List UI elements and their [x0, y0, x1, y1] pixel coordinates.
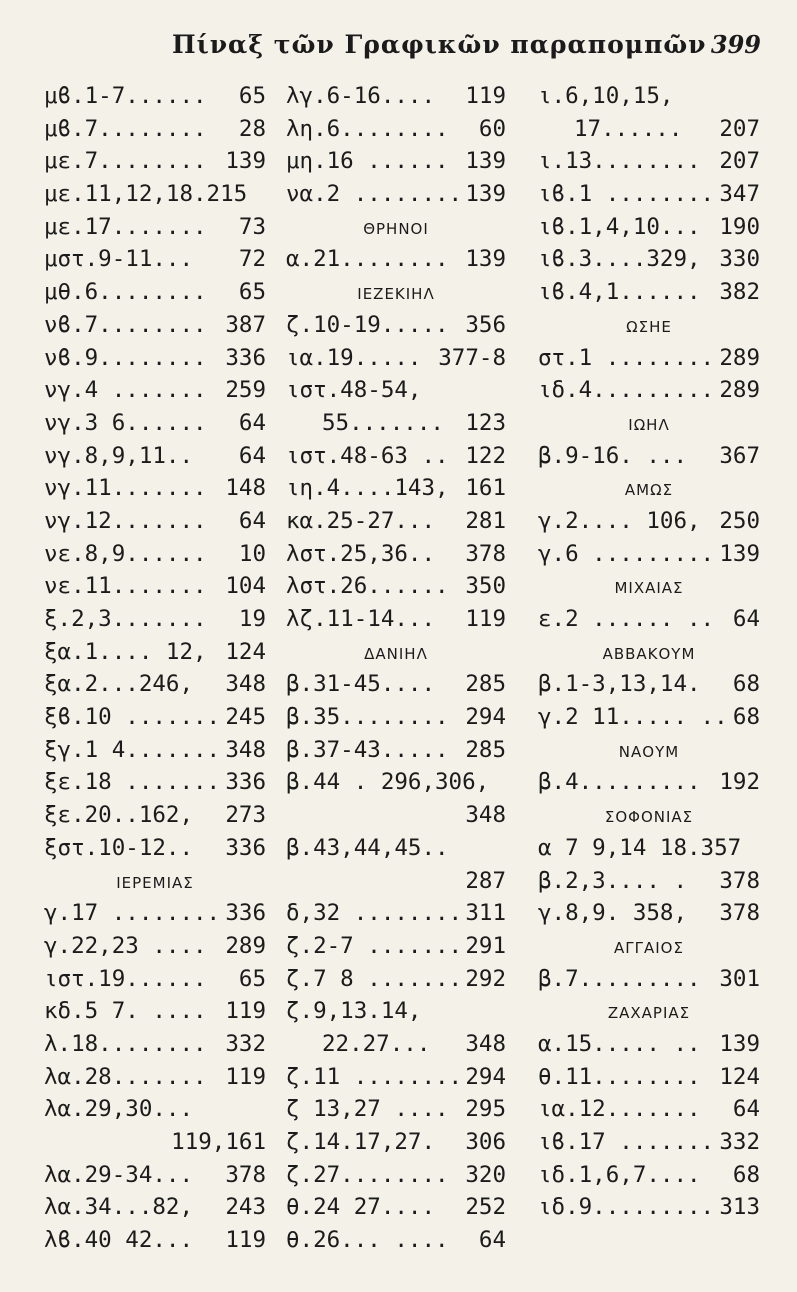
entry-page-number: 65: [238, 83, 266, 109]
entry-page-number: 378: [719, 867, 760, 894]
index-entry: [44, 701, 266, 734]
entry-reference: λα.28.......: [44, 1063, 207, 1090]
entry-page-number: 348: [465, 802, 506, 829]
index-entry: [538, 440, 760, 473]
index-entry: [538, 701, 760, 734]
index-entry: [286, 930, 506, 963]
entry-reference: ιδ.1,6,7....: [538, 1161, 701, 1188]
index-entry: [44, 603, 266, 636]
entry-reference: β.35........: [286, 704, 449, 731]
entry-page-number: 123: [465, 409, 506, 436]
entry-reference: δ,32 ........: [286, 900, 463, 927]
entry-reference: ιϐ.17 .......: [538, 1129, 715, 1155]
page-title: Πίναξ τῶν Γραφικῶν παραπομπῶν: [172, 30, 707, 59]
entry-page-number: 336: [225, 834, 266, 861]
index-entry: [44, 472, 266, 505]
entry-reference: ιϐ.3....329,: [538, 246, 701, 273]
entry-page-number: 287: [465, 867, 506, 894]
entry-page-number: 281: [465, 507, 506, 534]
index-entry: [44, 374, 266, 407]
index-entry: [286, 309, 506, 342]
entry-page-number: 139: [465, 246, 506, 273]
entry-page-number: 350: [465, 573, 506, 600]
index-entry: [286, 701, 506, 734]
index-entry: [286, 799, 506, 832]
entry-page-number: 378: [225, 1161, 266, 1188]
entry-page-number: 348: [225, 736, 266, 763]
index-entry: [44, 538, 266, 571]
entry-page-number: 119,161: [171, 1129, 266, 1155]
entry-reference: ιϐ.1 ........: [538, 181, 715, 208]
entry-reference: γ.2.... 106,: [538, 507, 701, 534]
entry-page-number: 378: [719, 900, 760, 927]
index-entry: [44, 832, 266, 865]
entry-reference: β.4.........: [538, 769, 701, 796]
entry-page-number: 60: [478, 115, 506, 142]
index-entry: [286, 178, 506, 211]
index-entry: [538, 603, 760, 636]
entry-page-number: 68: [732, 671, 760, 698]
entry-page-number: 347: [719, 181, 760, 208]
entry-page-number: 336: [225, 344, 266, 371]
index-entry: [44, 1159, 266, 1192]
entry-page-number: 250: [719, 507, 760, 534]
entry-page-number: 119: [225, 1063, 266, 1090]
entry-reference: ιϐ.4,1......: [538, 279, 701, 306]
index-entry: [44, 995, 266, 1028]
index-entry: [44, 963, 266, 996]
entry-reference: ξγ.1 4.......: [44, 736, 221, 763]
entry-page-number: 311: [465, 900, 506, 927]
index-entry: [538, 766, 760, 799]
entry-reference: 22.27...: [322, 1030, 431, 1057]
entry-reference: ιστ.48-63 ..: [286, 442, 449, 469]
entry-page-number: 259: [225, 377, 266, 404]
entry-reference: λστ.25,36..: [286, 540, 436, 567]
index-entry: [286, 243, 506, 276]
entry-reference: ιδ.9.........: [538, 1194, 715, 1221]
entry-reference: ιη.4....143,: [286, 475, 449, 502]
entry-reference: νϐ.9........: [44, 344, 207, 371]
entry-reference: ζ.7 8 ........: [286, 965, 476, 992]
entry-reference: νγ.8,9,11..: [44, 442, 194, 469]
entry-reference: ζ.10-19.....: [286, 311, 449, 338]
entry-page-number: 313: [719, 1194, 760, 1221]
entry-reference: να.2 ........: [286, 181, 463, 208]
entry-reference: ζ.14.17,27.: [286, 1129, 436, 1155]
entry-page-number: 119: [465, 606, 506, 632]
book-heading: ΔΑΝΙΗΛ: [364, 644, 428, 663]
entry-reference: με.17.......: [44, 213, 207, 240]
entry-reference: θ.24 27....: [286, 1194, 436, 1221]
index-entry: [286, 603, 506, 636]
index-entry: [538, 1093, 760, 1126]
entry-page-number: 301: [719, 965, 760, 992]
index-entry: [538, 963, 760, 996]
index-entry: [538, 178, 760, 211]
entry-reference: β.2,3.... .: [538, 867, 688, 894]
index-entry: [44, 1093, 266, 1126]
entry-page-number: 336: [225, 769, 266, 796]
entry-reference: λ.18........: [44, 1030, 207, 1057]
entry-reference: λα.34...82,: [44, 1194, 194, 1221]
page-number: 399: [710, 30, 761, 59]
entry-page-number: 119: [225, 998, 266, 1025]
entry-reference: μϐ.7........: [44, 115, 207, 142]
entry-reference: γ.8,9. 358,: [538, 900, 688, 927]
index-entry: [44, 1224, 266, 1257]
entry-reference: β.43,44,45..: [286, 834, 449, 861]
entry-page-number: 10: [238, 540, 266, 567]
entry-page-number: 139: [225, 148, 266, 175]
entry-page-number: 190: [719, 213, 760, 240]
entry-reference: γ.2 11..... ..: [538, 704, 728, 731]
index-entry: [538, 538, 760, 571]
entry-reference: κα.25-27...: [286, 507, 436, 534]
entry-page-number: 19: [238, 606, 266, 632]
index-entry: [286, 734, 506, 767]
entry-reference: γ.6 .........: [538, 540, 715, 567]
entry-page-number: 377-8: [438, 344, 506, 371]
entry-page-number: 64: [732, 606, 760, 632]
index-entry: [286, 766, 506, 799]
entry-reference: μη.16 ......: [286, 148, 449, 175]
entry-reference: θ.26... ....: [286, 1227, 449, 1254]
entry-reference: ζ.27........: [286, 1161, 449, 1188]
index-entry: [44, 1191, 266, 1224]
entry-page-number: 139: [465, 181, 506, 208]
entry-page-number: 161: [465, 475, 506, 502]
entry-page-number: 124: [719, 1063, 760, 1090]
index-column-3: [538, 80, 760, 1224]
index-entry: [286, 80, 506, 113]
index-entry: [538, 1028, 760, 1061]
book-heading: ΑΒΒΑΚΟΥΜ: [602, 644, 696, 663]
entry-reference: νγ.3 6......: [44, 409, 207, 436]
entry-reference: α 7 9,14 18.357: [538, 834, 742, 861]
index-entry: [538, 1126, 760, 1159]
entry-page-number: 289: [225, 932, 266, 959]
index-entry: [44, 276, 266, 309]
entry-reference: ζ.11 ........: [286, 1063, 463, 1090]
entry-page-number: 367: [719, 442, 760, 469]
book-heading: ΑΜΩΣ: [624, 481, 674, 500]
entry-reference: ζ.2-7 .......: [286, 932, 463, 959]
entry-page-number: 348: [225, 671, 266, 698]
index-entry: [286, 407, 506, 440]
entry-reference: μστ.9-11...: [44, 246, 194, 273]
entry-reference: β.9-16. ...: [538, 442, 688, 469]
entry-page-number: 320: [465, 1161, 506, 1188]
entry-reference: β.31-45....: [286, 671, 436, 698]
entry-page-number: 295: [465, 1096, 506, 1123]
entry-page-number: 289: [719, 377, 760, 404]
index-entry: [286, 1126, 506, 1159]
index-entry: [286, 1159, 506, 1192]
index-entry: [44, 1126, 266, 1159]
index-entry: [44, 243, 266, 276]
book-heading: ΖΑΧΑΡΙΑΣ: [607, 1004, 691, 1023]
entry-reference: ια.12.......: [538, 1096, 701, 1123]
entry-reference: α.21........: [286, 246, 449, 273]
index-entry: [286, 995, 506, 1028]
entry-page-number: 207: [719, 148, 760, 175]
entry-page-number: 294: [465, 704, 506, 731]
index-entry: [44, 897, 266, 930]
entry-page-number: 139: [719, 540, 760, 567]
entry-page-number: 28: [238, 115, 266, 142]
entry-reference: ξα.1.... 12,: [44, 638, 207, 665]
index-entry: [286, 1191, 506, 1224]
index-entry: [286, 538, 506, 571]
entry-reference: κδ.5 7. ....: [44, 998, 207, 1025]
index-entry: [538, 211, 760, 244]
index-entry: [286, 374, 506, 407]
index-entry: [44, 407, 266, 440]
index-entry: [44, 734, 266, 767]
entry-page-number: 139: [719, 1030, 760, 1057]
book-heading: ΜΙΧΑΙΑΣ: [614, 579, 684, 598]
entry-reference: ιϐ.1,4,10...: [538, 213, 701, 240]
index-entry: [44, 440, 266, 473]
entry-page-number: 292: [465, 965, 506, 992]
entry-page-number: 252: [465, 1194, 506, 1221]
index-entry: [538, 145, 760, 178]
index-entry: [286, 342, 506, 375]
entry-page-number: 65: [238, 965, 266, 992]
index-entry: [44, 1028, 266, 1061]
entry-page-number: 382: [719, 279, 760, 306]
index-entry: [538, 1191, 760, 1224]
index-entry: [286, 505, 506, 538]
index-entry: [538, 505, 760, 538]
entry-page-number: 64: [238, 409, 266, 436]
index-entry: [286, 832, 506, 865]
entry-page-number: 285: [465, 671, 506, 698]
entry-page-number: 330: [719, 246, 760, 273]
entry-reference: στ.1 ........: [538, 344, 715, 371]
index-entry: [538, 342, 760, 375]
entry-reference: λζ.11-14...: [286, 606, 436, 632]
entry-reference: ι.6,10,15,: [538, 83, 674, 109]
entry-page-number: 291: [465, 932, 506, 959]
entry-reference: λϐ.40 42...: [44, 1227, 194, 1254]
index-column-1: [44, 80, 266, 1257]
index-column-2: [286, 80, 506, 1257]
entry-page-number: 64: [478, 1227, 506, 1254]
entry-reference: ιδ.4.........: [538, 377, 715, 404]
index-entry: [44, 636, 266, 669]
entry-reference: α.15..... ..: [538, 1030, 701, 1057]
index-entry: [538, 832, 760, 865]
index-entry: [538, 1061, 760, 1094]
entry-page-number: 294: [465, 1063, 506, 1090]
entry-page-number: 245: [225, 704, 266, 731]
entry-reference: νε.11.......: [44, 573, 207, 600]
index-entry: [538, 897, 760, 930]
index-entry: [286, 1028, 506, 1061]
index-entry: [286, 1061, 506, 1094]
index-entry: [538, 113, 760, 146]
entry-page-number: 72: [238, 246, 266, 273]
entry-page-number: 289: [719, 344, 760, 371]
entry-reference: ζ 13,27 ....: [286, 1096, 449, 1123]
entry-reference: ι.13........: [538, 148, 701, 175]
index-entry: [538, 374, 760, 407]
entry-page-number: 332: [719, 1129, 760, 1155]
entry-reference: λστ.26......: [286, 573, 449, 600]
entry-page-number: 336: [225, 900, 266, 927]
entry-reference: ξε.18 .......: [44, 769, 221, 796]
index-entry: [538, 865, 760, 898]
entry-reference: λη.6........: [286, 115, 449, 142]
book-heading: ΙΕΡΕΜΙΑΣ: [116, 873, 194, 892]
index-entry: [44, 145, 266, 178]
entry-reference: ια.19.....: [286, 344, 422, 371]
entry-reference: γ.22,23 ....: [44, 932, 207, 959]
index-entry: [538, 276, 760, 309]
book-heading: ΩΣΗΕ: [626, 317, 672, 336]
index-entry: [286, 963, 506, 996]
index-entry: [538, 243, 760, 276]
entry-reference: ξα.2...246,: [44, 671, 194, 698]
entry-reference: ζ.9,13.14,: [286, 998, 422, 1025]
index-entry: [286, 668, 506, 701]
entry-page-number: 68: [732, 704, 760, 731]
entry-page-number: 68: [732, 1161, 760, 1188]
entry-reference: β.37-43.....: [286, 736, 449, 763]
index-entry: [44, 766, 266, 799]
entry-page-number: 65: [238, 279, 266, 306]
entry-reference: ξστ.10-12..: [44, 834, 194, 861]
entry-reference: β.1-3,13,14.: [538, 671, 701, 698]
index-entry: [44, 505, 266, 538]
book-heading: ΑΓΓΑΙΟΣ: [614, 938, 684, 957]
index-entry: [538, 80, 760, 113]
index-entry: [44, 309, 266, 342]
entry-reference: με.7........: [44, 148, 207, 175]
entry-reference: μθ.6........: [44, 279, 207, 306]
entry-reference: 17......: [574, 115, 683, 142]
book-heading: ΘΡΗΝΟΙ: [363, 219, 429, 238]
index-entry: [44, 113, 266, 146]
entry-page-number: 73: [238, 213, 266, 240]
index-entry: [286, 865, 506, 898]
index-entry: [44, 930, 266, 963]
entry-page-number: 378: [465, 540, 506, 567]
entry-page-number: 124: [225, 638, 266, 665]
entry-page-number: 119: [225, 1227, 266, 1254]
entry-reference: νγ.12.......: [44, 507, 207, 534]
entry-reference: β.44 . 296,306,: [286, 769, 490, 796]
entry-reference: γ.17 ........: [44, 900, 221, 927]
entry-page-number: 285: [465, 736, 506, 763]
entry-page-number: 119: [465, 83, 506, 109]
book-heading: ΝΑΟΥΜ: [618, 742, 680, 761]
entry-page-number: 306: [465, 1129, 506, 1155]
index-entry: [286, 1093, 506, 1126]
index-entry: [44, 211, 266, 244]
index-entry: [44, 342, 266, 375]
entry-reference: λα.29-34...: [44, 1161, 194, 1188]
index-entry: [44, 1061, 266, 1094]
index-entry: [286, 897, 506, 930]
index-entry: [286, 570, 506, 603]
entry-reference: μϐ.1-7......: [44, 83, 207, 109]
index-entry: [538, 668, 760, 701]
entry-reference: νϐ.7........: [44, 311, 207, 338]
entry-page-number: 348: [465, 1030, 506, 1057]
entry-page-number: 332: [225, 1030, 266, 1057]
entry-reference: λα.29,30...: [44, 1096, 194, 1123]
entry-reference: νγ.4 .......: [44, 377, 207, 404]
entry-reference: ε.2 ...... ..: [538, 606, 715, 632]
entry-reference: ξ.2,3.......: [44, 606, 207, 632]
entry-page-number: 64: [238, 507, 266, 534]
book-heading: ΙΩΗΛ: [628, 415, 670, 434]
entry-reference: ιστ.48-54,: [286, 377, 422, 404]
index-entry: [286, 1224, 506, 1257]
index-entry: [44, 80, 266, 113]
index-entry: [286, 472, 506, 505]
entry-reference: θ.11........: [538, 1063, 701, 1090]
entry-reference: β.7.........: [538, 965, 701, 992]
index-entry: [44, 178, 266, 211]
entry-reference: ξε.20..162,: [44, 802, 194, 829]
index-entry: [44, 799, 266, 832]
entry-page-number: 243: [225, 1194, 266, 1221]
index-entry: [538, 1159, 760, 1192]
entry-page-number: 64: [732, 1096, 760, 1123]
book-heading: ΙΕΖΕΚΙΗΛ: [357, 285, 435, 304]
index-entry: [286, 145, 506, 178]
entry-page-number: 64: [238, 442, 266, 469]
entry-page-number: 273: [225, 802, 266, 829]
entry-reference: νε.8,9......: [44, 540, 207, 567]
entry-page-number: 192: [719, 769, 760, 796]
entry-page-number: 148: [225, 475, 266, 502]
index-entry: [44, 570, 266, 603]
entry-page-number: 122: [465, 442, 506, 469]
entry-reference: νγ.11.......: [44, 475, 207, 502]
index-entry: [286, 113, 506, 146]
entry-page-number: 104: [225, 573, 266, 600]
index-entry: [286, 440, 506, 473]
entry-reference: ιστ.19......: [44, 965, 207, 992]
entry-page-number: 207: [719, 115, 760, 142]
entry-reference: 55.......: [322, 409, 444, 436]
entry-page-number: 387: [225, 311, 266, 338]
entry-reference: με.11,12,18.215: [44, 181, 248, 208]
entry-reference: ξϐ.10 .......: [44, 704, 221, 731]
entry-reference: λγ.6-16....: [286, 83, 436, 109]
page-header: [0, 26, 797, 66]
index-entry: [44, 668, 266, 701]
entry-page-number: 356: [465, 311, 506, 338]
entry-page-number: 139: [465, 148, 506, 175]
book-heading: ΣΟΦΟΝΙΑΣ: [604, 808, 694, 827]
